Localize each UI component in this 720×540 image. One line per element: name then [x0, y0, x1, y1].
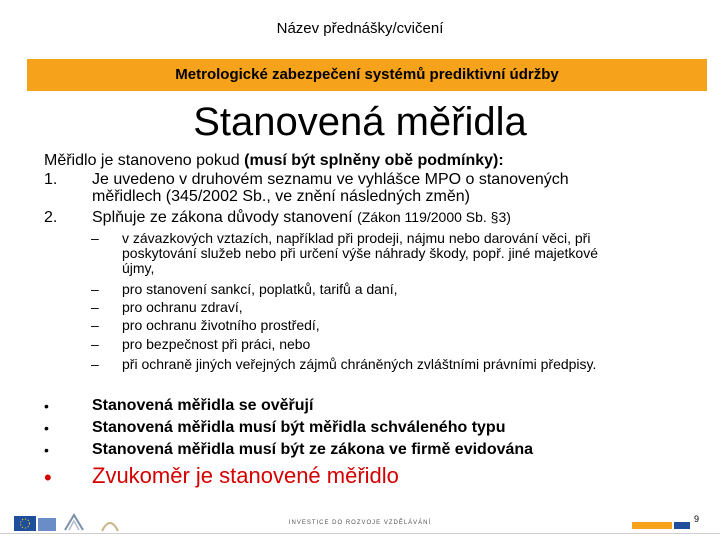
condition-1-number: 1. [44, 171, 58, 188]
subtitle-band [27, 59, 707, 91]
reason-1-line1: v závazkových vztazích, například při prodeji, nájmu nebo darování věci, při [122, 230, 591, 246]
reason-2-dash: – [91, 281, 99, 297]
condition-2-note: (Zákon 119/2000 Sb. §3) [357, 209, 511, 225]
subtitle-text: Metrologické zabezpečení systémů prediktivní údržby [175, 66, 559, 83]
highlight-text: Zvukoměr je stanovené měřidlo [92, 463, 399, 488]
bullet-1-mark: • [44, 398, 49, 414]
university-logo [632, 518, 692, 536]
intro-lead-bold: (musí být splněny obě podmínky): [244, 152, 504, 169]
highlight-mark: • [44, 465, 52, 490]
intro-lead: Měřidlo je stanoveno pokud [44, 152, 245, 169]
bullet-2-text: Stanovená měřidla musí být měřidla schváleného typu [92, 419, 506, 436]
condition-2-line [92, 208, 511, 227]
eu-logo [14, 514, 56, 539]
intro-line [44, 151, 504, 170]
reason-5-dash: – [91, 336, 99, 352]
condition-2-text: Splňuje ze zákona důvody stanovení [92, 209, 358, 226]
reason-5-text: pro bezpečnost při práci, nebo [122, 336, 311, 352]
bullet-3-mark: • [44, 442, 49, 458]
reason-4-text: pro ochranu životního prostředí, [122, 317, 320, 333]
condition-1-line2: měřidlech (345/2002 Sb., ve znění následných změn) [92, 188, 470, 205]
reason-3-text: pro ochranu zdraví, [122, 299, 243, 315]
condition-2-number: 2. [44, 209, 58, 226]
reason-6-text: při ochraně jiných veřejných zájmů chráněných zvláštními právními předpisy. [122, 356, 597, 372]
reason-1-line3: újmy, [122, 260, 155, 276]
condition-1-line1: Je uvedeno v druhovém seznamu ve vyhlášce MPO o stanovených [92, 171, 569, 188]
footer-slogan: INVESTICE DO ROZVOJE VZDĚLÁVÁNÍ [288, 520, 432, 526]
reason-4-dash: – [91, 317, 99, 333]
course-title: Název přednášky/cvičení [276, 20, 444, 37]
reason-2-text: pro stanovení sankcí, poplatků, tarifů a daní, [122, 281, 398, 297]
reason-1-dash: – [91, 230, 99, 246]
reason-3-dash: – [91, 299, 99, 315]
bullet-1-text: Stanovená měřidla se ověřují [92, 397, 314, 414]
bullet-3-text: Stanovená měřidla musí být ze zákona ve firmě evidována [92, 441, 534, 458]
op-logo [100, 515, 120, 538]
bullet-2-mark: • [44, 420, 49, 436]
slide-title: Stanovená měřidla [193, 100, 527, 144]
reason-6-dash: – [91, 356, 99, 372]
page-mark: 9 [694, 514, 700, 524]
reason-1-line2: poskytování služeb nebo při určení výše náhrady škody, popř. jiné majetkové [122, 245, 598, 261]
